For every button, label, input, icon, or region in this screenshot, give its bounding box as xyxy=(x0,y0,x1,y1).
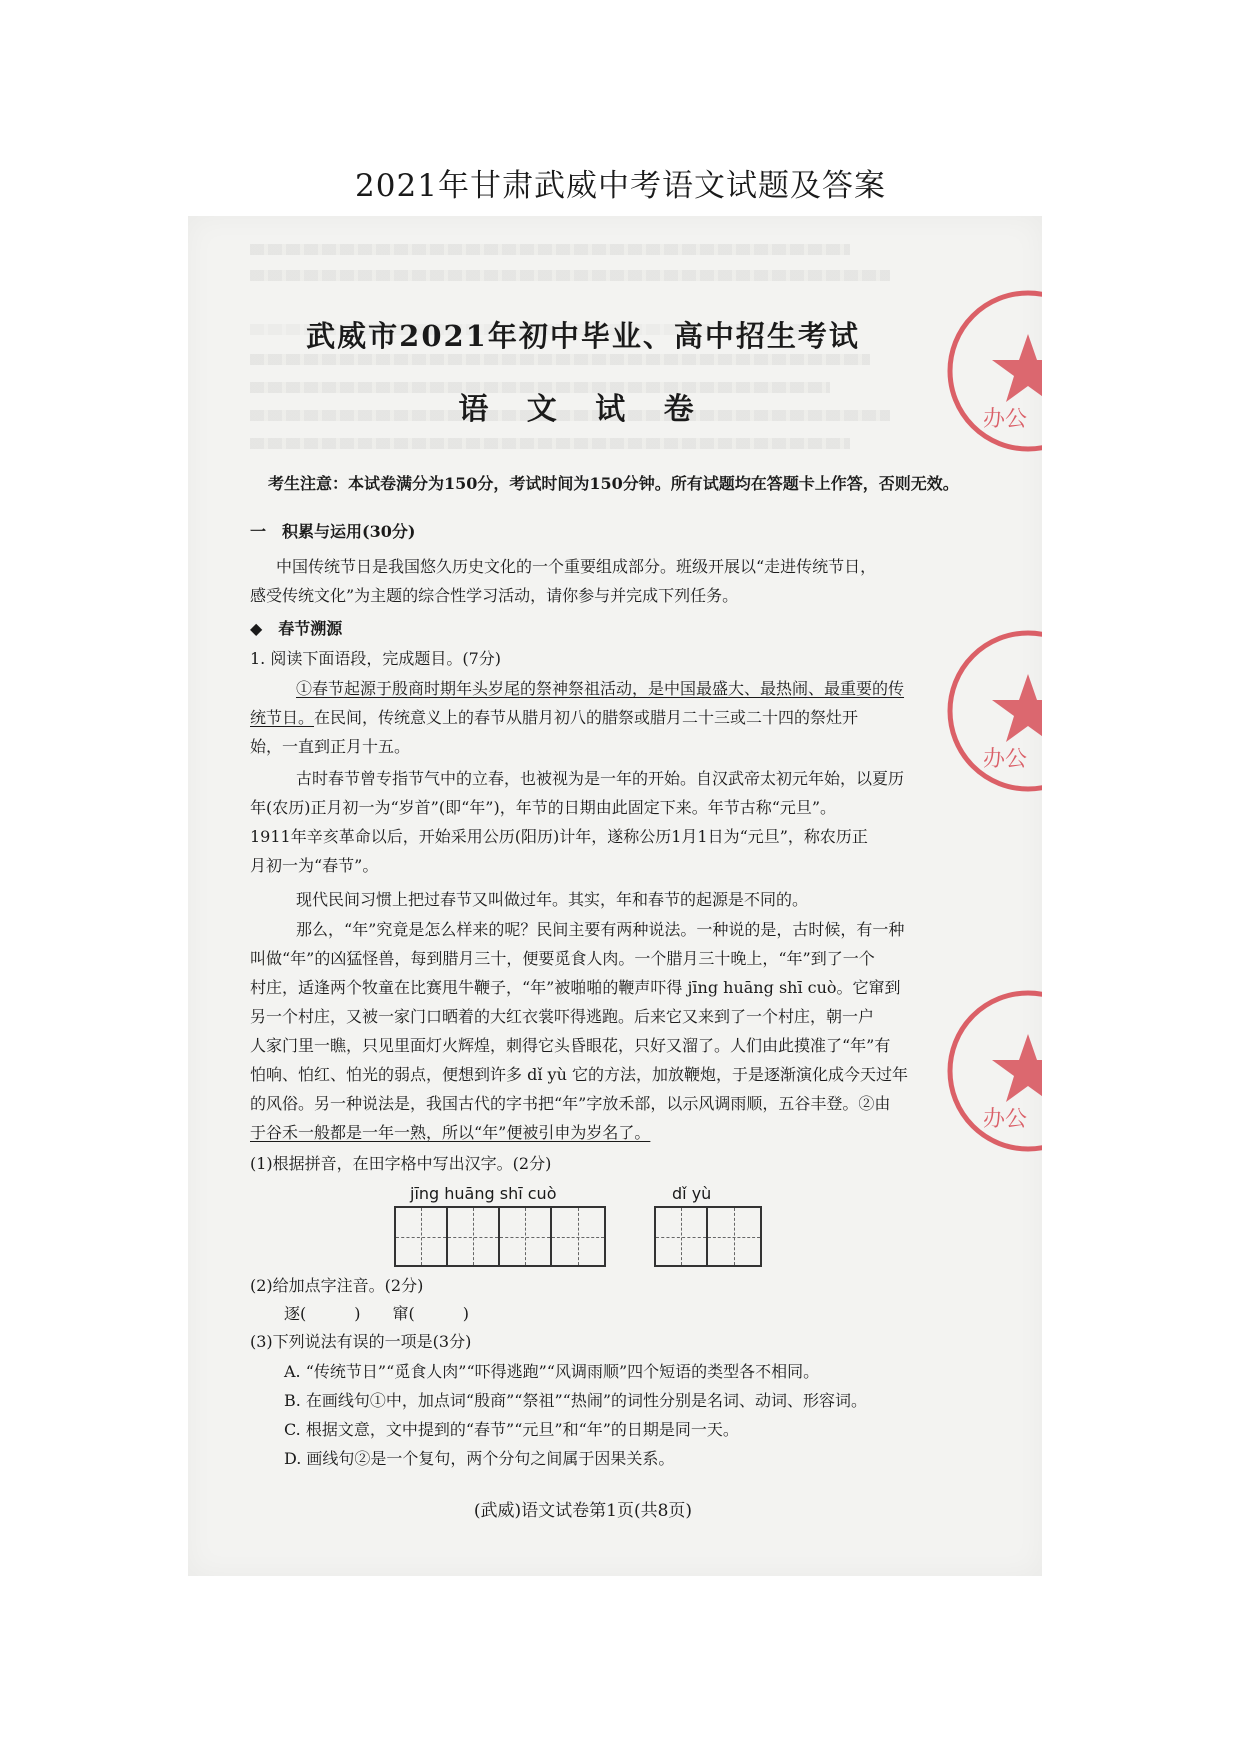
passage-line: 月初一为“春节”。 xyxy=(250,856,379,875)
exam-subject: 语 文 试 卷 xyxy=(458,392,708,427)
bleed-through-line xyxy=(250,354,870,365)
tianzige-cell xyxy=(552,1208,604,1265)
passage-line: 怕响、怕红、怕光的弱点，便想到许多 dǐ yù 它的方法，加放鞭炮，于是逐渐演化成今天过年 xyxy=(250,1065,908,1084)
passage-line: 另一个村庄，又被一家门口晒着的大红衣裳吓得逃跑。后来它又来到了一个村庄，朝一户 xyxy=(250,1007,875,1026)
section-intro-line: 中国传统节日是我国悠久历史文化的一个重要组成部分。班级开展以“走进传统节日， xyxy=(276,557,877,576)
passage-line: ①春节起源于殷商时期年头岁尾的祭神祭祖活动，是中国最盛大、最热闹、最重要的传 xyxy=(296,679,905,698)
question-1-2: (2)给加点字注音。(2分) xyxy=(250,1276,424,1295)
official-seal xyxy=(943,626,1042,796)
option-d: D. 画线句②是一个复句，两个分句之间属于因果关系。 xyxy=(284,1449,675,1468)
tianzige-cell xyxy=(448,1208,500,1265)
question-1-3: (3)下列说法有误的一项是(3分) xyxy=(250,1332,472,1351)
passage-line: 叫做“年”的凶猛怪兽，每到腊月三十，便要觅食人肉。一个腊月三十晚上，“年”到了一个 xyxy=(250,949,875,968)
passage-line: 现代民间习惯上把过春节又叫做过年。其实，年和春节的起源是不同的。 xyxy=(296,890,809,909)
tianzige-cell xyxy=(396,1208,448,1265)
exam-title: 武威市2021年初中毕业、高中招生考试 xyxy=(306,319,860,353)
passage-line: 人家门里一瞧，只见里面灯火辉煌，刺得它头昏眼花，只好又溜了。人们由此摸准了“年”有 xyxy=(250,1036,891,1055)
pinyin-label-a: jīng huāng shī cuò xyxy=(410,1184,557,1203)
bleed-through-line xyxy=(250,438,850,449)
tianzige-cell xyxy=(500,1208,552,1265)
official-seal xyxy=(943,986,1042,1156)
option-b: B. 在画线句①中，加点词“殷商”“祭祖”“热闹”的词性分别是名词、动词、形容词。 xyxy=(284,1391,868,1410)
passage-line: 年(农历)正月初一为“岁首”(即“年”)，年节的日期由此固定下来。年节古称“元旦”。 xyxy=(250,798,837,817)
passage-line: 古时春节曾专指节气中的立春，也被视为是一年的开始。自汉武帝太初元年始，以夏历 xyxy=(296,769,905,788)
document-title: 2021年甘肃武威中考语文试题及答案 xyxy=(355,168,886,204)
bleed-through-line xyxy=(250,244,850,255)
section-intro-line: 感受传统文化”为主题的综合性学习活动，请你参与并完成下列任务。 xyxy=(250,586,739,605)
passage-line: 始，一直到正月十五。 xyxy=(250,737,411,756)
pinyin-label-b: dǐ yù xyxy=(672,1184,712,1203)
page-footer: (武威)语文试卷第1页(共8页) xyxy=(473,1501,693,1521)
tianzige-cell xyxy=(656,1208,708,1265)
seal-center-text: 办公 xyxy=(983,407,1028,432)
passage-line: 于谷禾一般都是一年一熟，所以“年”便被引申为岁名了。 xyxy=(250,1123,651,1142)
passage-line: 村庄，适逢两个牧童在比赛甩牛鞭子，“年”被啪啪的鞭声吓得 jīng huāng shī cuò。它窜到 xyxy=(250,978,901,997)
option-a: A. “传统节日”“觅食人肉”“吓得逃跑”“风调雨顺”四个短语的类型各不相同。 xyxy=(284,1362,820,1381)
official-seal xyxy=(943,286,1042,456)
option-c: C. 根据文意，文中提到的“春节”“元旦”和“年”的日期是同一天。 xyxy=(284,1420,739,1439)
exam-notice: 考生注意：本试卷满分为150分，考试时间为150分钟。所有试题均在答题卡上作答，否则无效。 xyxy=(268,474,959,493)
passage-line-rest: 在民间，传统意义上的春节从腊月初八的腊祭或腊月二十三或二十四的祭灶开 xyxy=(314,708,859,727)
passage-line: 统节日。在民间，传统意义上的春节从腊月初八的腊祭或腊月二十三或二十四的祭灶开 xyxy=(250,708,859,727)
seal-center-text: 办公 xyxy=(983,1107,1028,1132)
tianzige-grid-2 xyxy=(654,1206,762,1267)
bleed-through-line xyxy=(250,270,890,281)
question-1-1: (1)根据拼音，在田字格中写出汉字。(2分) xyxy=(250,1154,552,1173)
passage-line: 的风俗。另一种说法是，我国古代的字书把“年”字放禾部，以示风调雨顺，五谷丰登。②由 xyxy=(250,1094,891,1113)
section-heading: 一 积累与运用(30分) xyxy=(250,522,416,541)
passage-line: 1911年辛亥革命以后，开始采用公历(阳历)计年，遂称公历1月1日为“元旦”，称农历正 xyxy=(250,827,868,846)
tianzige-cell xyxy=(708,1208,760,1265)
exam-page-scan xyxy=(188,216,1042,1576)
subsection-heading: ◆ 春节溯源 xyxy=(250,619,343,638)
seal-center-text: 办公 xyxy=(983,747,1028,772)
passage-line: 那么，“年”究竟是怎么样来的呢？民间主要有两种说法。一种说的是，古时候，有一种 xyxy=(296,920,905,939)
zhuyin-blanks: 逐( ) 窜( ) xyxy=(284,1304,469,1323)
tianzige-grid-4 xyxy=(394,1206,606,1267)
question-1: 1. 阅读下面语段，完成题目。(7分) xyxy=(250,649,502,668)
